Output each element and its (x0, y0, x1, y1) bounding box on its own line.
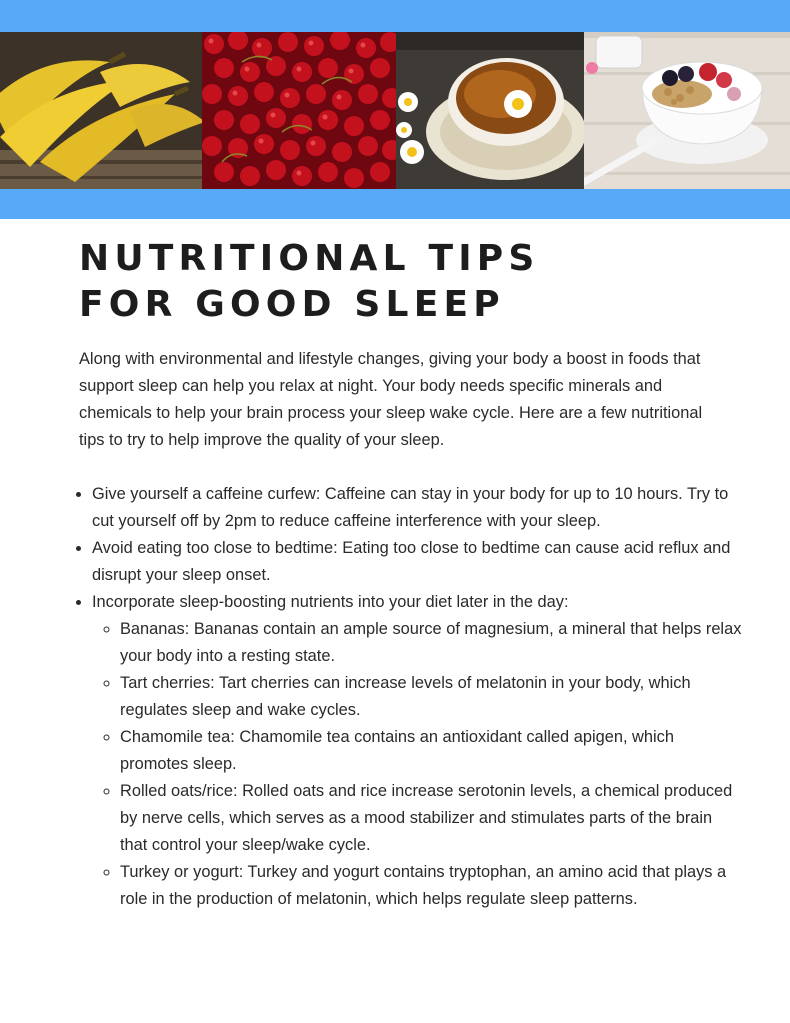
header-photo-strip (0, 32, 790, 189)
tip-sleep-nutrients-label: Incorporate sleep-boosting nutrients into your diet later in the day: (92, 593, 569, 611)
tip-avoid-late-eating: • Avoid eating too close to bedtime: Eating too close to bedtime can cause acid reflux and disrupt your sleep onset. (92, 535, 742, 589)
nutrient-tart-cherries: ◦ Tart cherries: Tart cherries can increase levels of melatonin in your body, which regulates sleep and wake cycles. (120, 670, 742, 724)
cherries-photo (202, 32, 396, 189)
tip-sleep-nutrients (92, 589, 742, 913)
header-band-top (0, 0, 790, 32)
nutrient-chamomile-tea: ◦ Chamomile tea: Chamomile tea contains an antioxidant called apigen, which promotes sleep. (120, 724, 742, 778)
page-title-line-2: FOR GOOD SLEEP (79, 284, 505, 325)
page-title (79, 236, 540, 328)
header-band-bottom (0, 189, 790, 219)
nutrients-sublist (92, 616, 742, 913)
bananas-photo (0, 32, 202, 189)
page-title-line-1: NUTRITIONAL TIPS (79, 238, 540, 279)
nutrient-rolled-oats-rice: ◦ Rolled oats/rice: Rolled oats and rice increase serotonin levels, a chemical produced by nerve cells, which serves as a mood stabilizer and stimulates parts of the brain that control your sleep/wake cycle. (120, 778, 742, 859)
tip-caffeine-curfew: • Give yourself a caffeine curfew: Caffeine can stay in your body for up to 10 hours. Try to cut yourself off by 2pm to reduce caffeine interference with your sleep. (92, 481, 742, 535)
chamomile-tea-photo (396, 32, 584, 189)
nutrient-turkey-yogurt: ◦ Turkey or yogurt: Turkey and yogurt contains tryptophan, an amino acid that plays a role in the production of melatonin, which helps regulate sleep patterns. (120, 859, 742, 913)
nutrient-bananas: ◦ Bananas: Bananas contain an ample source of magnesium, a mineral that helps relax your body into a resting state. (120, 616, 742, 670)
intro-paragraph: Along with environmental and lifestyle changes, giving your body a boost in foods that support sleep can help you relax at night. Your body needs specific minerals and chemicals to help your brain process your sleep wake cycle. Here are a few nutritional tips to try to help improve the quality of your sleep. (79, 350, 703, 449)
tips-list (79, 481, 742, 913)
yogurt-bowl-photo (584, 32, 790, 189)
